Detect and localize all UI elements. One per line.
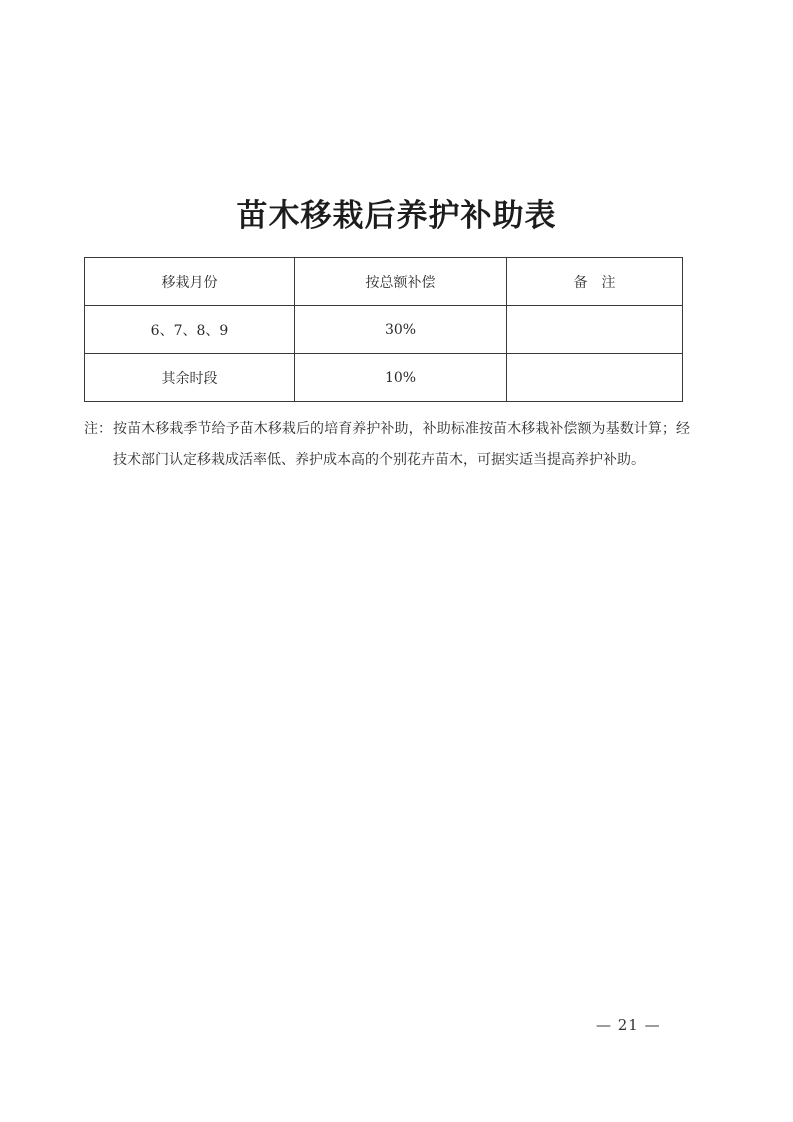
header-transplant-month: 移栽月份 [85, 258, 295, 306]
cell-months: 其余时段 [85, 354, 295, 402]
header-remarks: 备 注 [507, 258, 683, 306]
cell-remarks [507, 306, 683, 354]
cell-months: 6、7、8、9 [85, 306, 295, 354]
footnote [84, 414, 690, 476]
footnote-text: 按苗木移栽季节给予苗木移栽后的培育养护补助，补助标准按苗木移栽补偿额为基数计算；经技术部门认定移栽成活率低、养护成本高的个别花卉苗木，可据实适当提高养护补助。 [113, 421, 690, 468]
cell-remarks [507, 354, 683, 402]
header-compensation-ratio: 按总额补偿 [295, 258, 507, 306]
cell-ratio: 30% [295, 306, 507, 354]
table-header-row [85, 258, 683, 306]
subsidy-table [84, 257, 683, 402]
page-number: — 21 — [596, 1016, 661, 1034]
table-row [85, 306, 683, 354]
cell-ratio: 10% [295, 354, 507, 402]
table-row [85, 354, 683, 402]
footnote-label: 注： [84, 421, 112, 437]
document-title: 苗木移栽后养护补助表 [236, 198, 557, 234]
